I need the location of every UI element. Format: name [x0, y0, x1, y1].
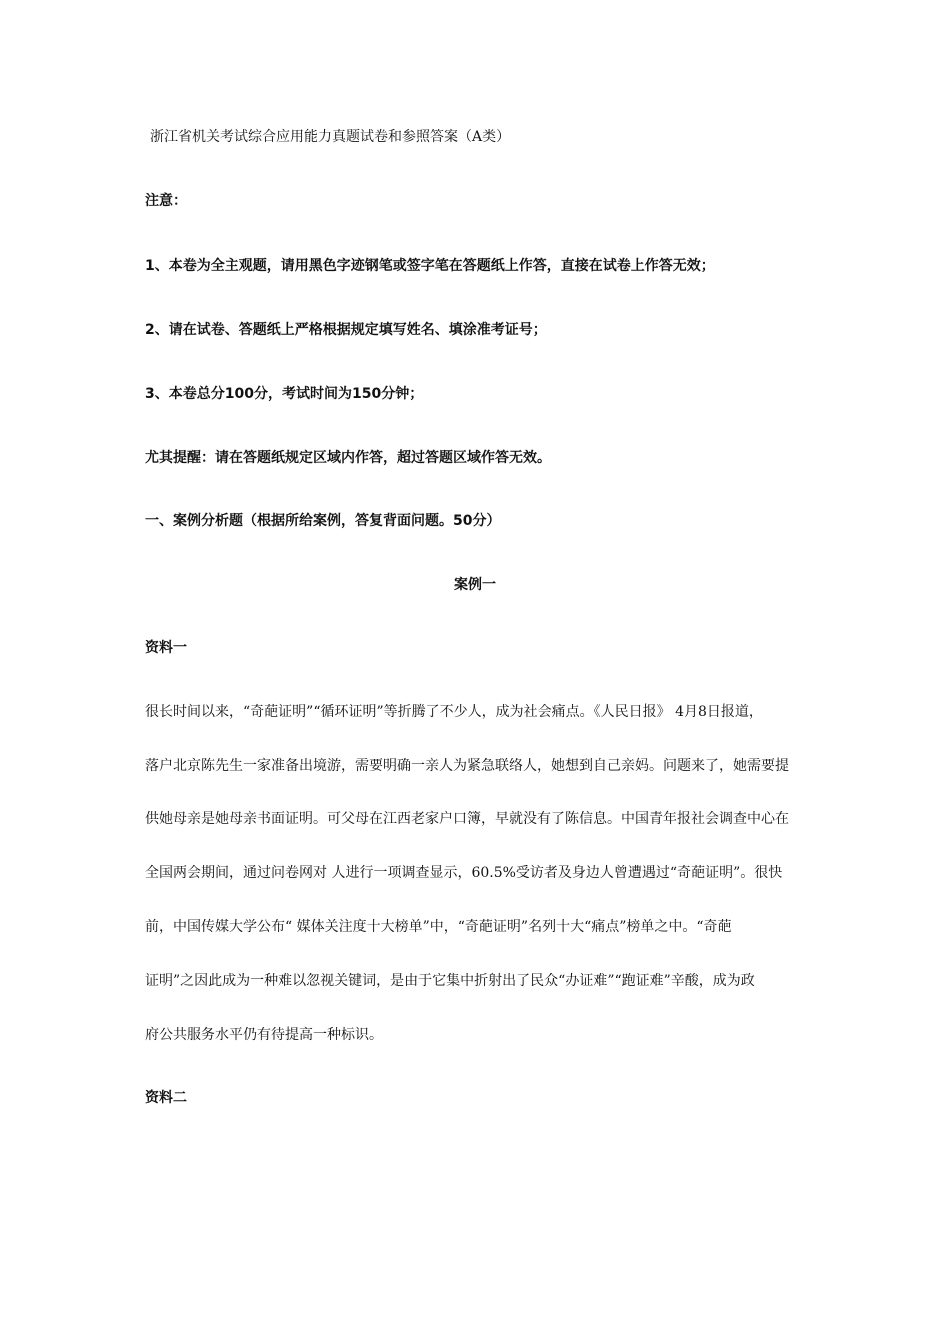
material-1-line: 很长时间以来，“奇葩证明”“循环证明”等折腾了不少人，成为社会痛点。《人民日报》 4月8日报道， [145, 704, 763, 720]
material-1-line: 供她母亲是她母亲书面证明。可父母在江西老家户口簿，早就没有了陈信息。中国青年报社会调查中心在 [145, 811, 789, 827]
section-heading: 一、案例分析题（根据所给案例，答复背面问题。50分） [145, 513, 501, 529]
case-title: 案例一 [454, 577, 496, 593]
special-reminder: 尤其提醒：请在答题纸规定区域内作答，超过答题区域作答无效。 [145, 450, 551, 466]
material-1-line: 府公共服务水平仍有待提高一种标识。 [145, 1027, 383, 1043]
notice-item-2: 2、请在试卷、答题纸上严格根据规定填写姓名、填涂准考证号； [145, 322, 547, 338]
material-1-line: 落户北京陈先生一家准备出境游，需要明确一亲人为紧急联络人，她想到自己亲妈。问题来了，她需要提 [145, 758, 789, 774]
notice-item-3: 3、本卷总分100分，考试时间为150分钟； [145, 386, 424, 402]
material-1-heading: 资料一 [145, 640, 187, 656]
material-2-heading: 资料二 [145, 1090, 187, 1106]
material-1-line: 前，中国传媒大学公布“ 媒体关注度十大榜单”中，“奇葩证明”名列十大“痛点”榜单之中。“奇葩 [145, 919, 732, 935]
notice-heading: 注意： [145, 193, 187, 209]
material-1-line: 全国两会期间，通过问卷网对 人进行一项调查显示，60.5%受访者及身边人曾遭遇过“奇葩证明”。很快 [145, 865, 783, 881]
document-title: 浙江省机关考试综合应用能力真题试卷和参照答案（A类） [150, 129, 511, 145]
material-1-line: 证明”之因此成为一种难以忽视关键词，是由于它集中折射出了民众“办证难”“跑证难”辛酸，成为政 [145, 973, 755, 989]
notice-item-1: 1、本卷为全主观题，请用黑色字迹钢笔或签字笔在答题纸上作答，直接在试卷上作答无效； [145, 258, 715, 274]
